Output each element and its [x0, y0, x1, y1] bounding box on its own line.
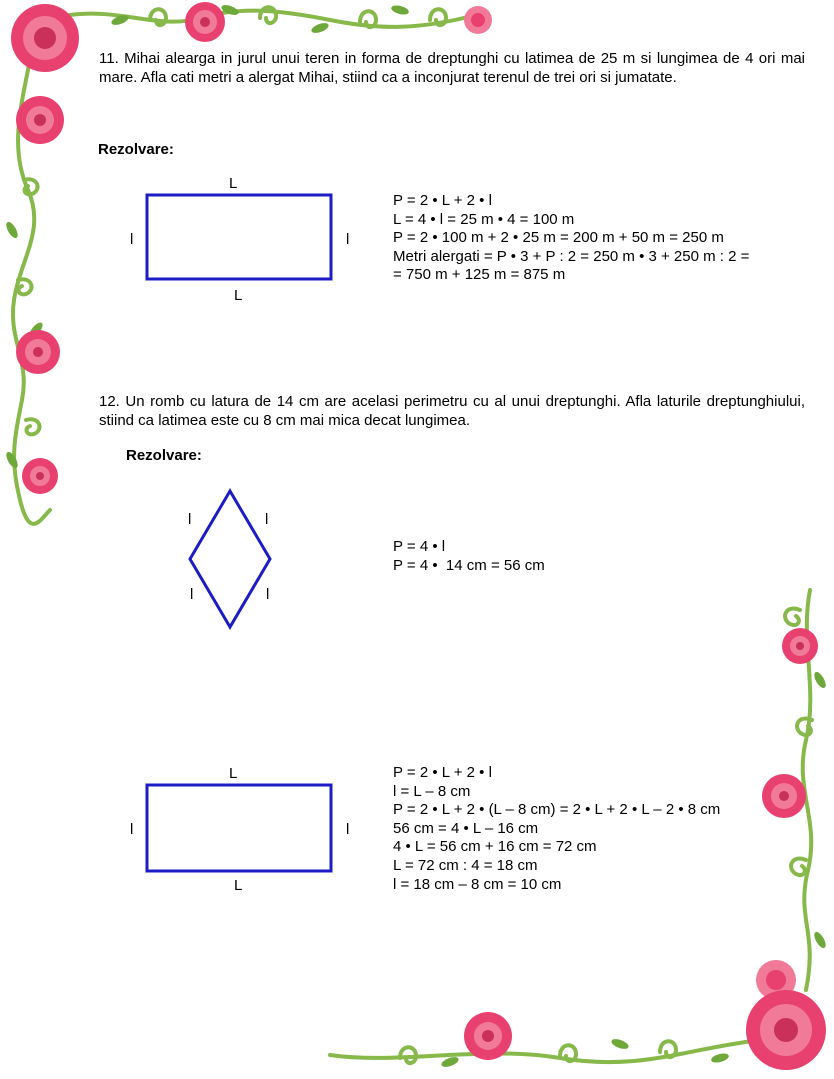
problem-11-rectangle [144, 192, 334, 282]
problem-11-label-top: L [229, 175, 238, 192]
equation-line: P = 2 • 100 m + 2 • 25 m = 200 m + 50 m = 250 m [393, 229, 724, 247]
rose-group [11, 2, 826, 1070]
equation-line: 4 • L = 56 cm + 16 cm = 72 cm [393, 838, 597, 856]
rhombus-label-bottom-right: l [266, 586, 270, 603]
problem-11-equations [393, 192, 749, 285]
problem-12-rect-label-top: L [229, 765, 238, 782]
equation-line: P = 4 • 14 cm = 56 cm [393, 556, 545, 574]
problem-12-rect-label-bottom: L [234, 877, 243, 894]
equation-line: l = 18 cm – 8 cm = 10 cm [393, 875, 562, 893]
problem-12-rhombus [186, 488, 274, 630]
equation-line: Metri alergati = P • 3 + P : 2 = 250 m • 3 + 250 m : 2 = [393, 247, 750, 265]
equation-line: l = L – 8 cm [393, 782, 471, 800]
leaf-group [4, 3, 828, 1069]
problem-12-rectangle [144, 782, 334, 874]
problem-11-label-bottom: L [234, 287, 243, 304]
rhombus-label-top-left: l [188, 511, 192, 528]
equation-line: P = 2 • L + 2 • l [393, 192, 492, 209]
problem-11-label-left: l [130, 231, 134, 248]
equation-line: P = 2 • L + 2 • l [393, 764, 492, 781]
problem-12-rect-label-right: l [346, 821, 350, 838]
equation-line: 56 cm = 4 • L – 16 cm [393, 819, 539, 837]
problem-12-statement: 12. Un romb cu latura de 14 cm are acelasi perimetru cu al unui dreptunghi. Afla laturile dreptunghiului, stiind ca latimea este cu 8 cm mai mica decat lungimea. [99, 393, 805, 429]
problem-11-label-right: l [346, 231, 350, 248]
equation-line: = 750 m + 125 m = 875 m [393, 266, 566, 284]
equation-line: P = 4 • l [393, 538, 446, 555]
problem-12-solution-heading: Rezolvare: [126, 447, 202, 464]
rhombus-label-top-right: l [265, 511, 269, 528]
equation-line: L = 4 • l = 25 m • 4 = 100 m [393, 210, 575, 228]
problem-11-solution-heading: Rezolvare: [98, 141, 174, 158]
problem-12-rect-label-left: l [130, 821, 134, 838]
rhombus-label-bottom-left: l [190, 586, 194, 603]
equation-line: P = 2 • L + 2 • (L – 8 cm) = 2 • L + 2 • L – 2 • 8 cm [393, 801, 721, 819]
problem-11-statement: 11. Mihai alearga in jurul unui teren in forma de dreptunghi cu latimea de 25 m si lungimea de 4 ori mai mare. Afla cati metri a alergat Mihai, stiind ca a inconjurat terenul de trei ori si jumatate. [99, 50, 805, 86]
equation-line: L = 72 cm : 4 = 18 cm [393, 856, 538, 874]
problem-12-rhombus-equations [393, 538, 545, 575]
problem-12-rectangle-equations [393, 764, 720, 894]
